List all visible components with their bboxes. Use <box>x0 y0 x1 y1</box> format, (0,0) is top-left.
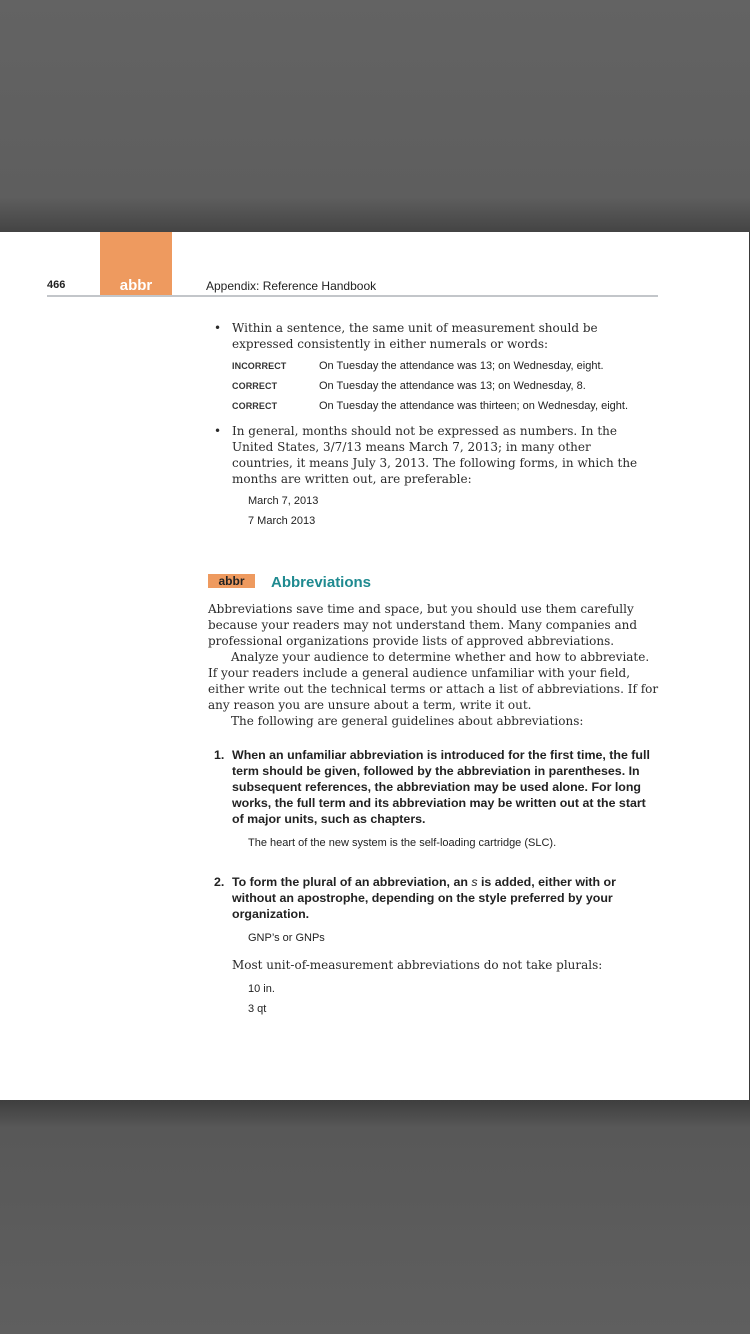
example-row <box>232 400 662 416</box>
bullet-text: In general, months should not be expressed as numbers. In the United States, 3/7/13 means March 7, 2013; in many other countries, it means July 3, 2013. The following forms, in which the months are written out, are preferable: <box>232 424 638 486</box>
section-label: abbr <box>208 574 255 588</box>
book-page <box>0 232 749 1100</box>
example-tag: CORRECT <box>232 401 278 411</box>
bullet-icon: • <box>214 424 222 438</box>
viewer-background-bottom <box>0 1100 750 1334</box>
guideline-item <box>214 747 660 827</box>
viewer-background-top <box>0 0 750 232</box>
example-text: On Tuesday the attendance was thirteen; on Wednesday, eight. <box>319 400 629 412</box>
guideline-text-part: is added, either with or without an apostrophe, depending on the style preferred by your organization. <box>232 875 616 921</box>
example-text: On Tuesday the attendance was 13; on Wednesday, 8. <box>319 380 586 392</box>
example-row <box>232 380 662 396</box>
paragraph: Analyze your audience to determine whether and how to abbreviate. If your readers include a general audience unfamiliar with your field, either write out the technical terms or attach a list of abbreviations. If for any reason you are unsure about a term, write it out. <box>208 650 659 712</box>
unit-example: 3 qt <box>248 1003 267 1015</box>
date-example: 7 March 2013 <box>248 515 316 527</box>
date-example: March 7, 2013 <box>248 495 319 507</box>
guideline-item <box>214 874 660 922</box>
paragraph: Abbreviations save time and space, but you should use them carefully because your readers may not understand them. Many companies and professional organizations provide lists of approved abbreviations. <box>208 602 638 648</box>
example-tag: CORRECT <box>232 381 278 391</box>
page-number: 466 <box>47 279 66 291</box>
guideline-text: When an unfamiliar abbreviation is introduced for the first time, the full term should be given, followed by the abbreviation in parentheses. In subsequent references, the abbreviation may be used alone. For long works, the full term and its abbreviation may be written out at the start of major units, such as chapters. <box>232 748 650 826</box>
guideline-text-part: To form the plural of an abbreviation, an <box>232 875 472 889</box>
example-tag: INCORRECT <box>232 361 287 371</box>
running-head: Appendix: Reference Handbook <box>206 279 377 293</box>
guideline-example: GNP’s or GNPs <box>248 932 325 944</box>
bullet-item <box>214 320 654 352</box>
example-text: On Tuesday the attendance was 13; on Wednesday, eight. <box>319 360 604 372</box>
section-title: Abbreviations <box>271 574 372 591</box>
guideline-number: 1. <box>214 748 225 762</box>
guideline-example: The heart of the new system is the self-loading cartridge (SLC). <box>248 837 557 849</box>
section-tab-label: abbr <box>119 277 153 294</box>
guideline-text <box>232 874 660 922</box>
paragraph: The following are general guidelines about abbreviations: <box>231 714 584 728</box>
guideline-note: Most unit-of-measurement abbreviations do not take plurals: <box>232 958 603 972</box>
bullet-icon: • <box>214 321 222 335</box>
unit-example: 10 in. <box>248 983 275 995</box>
section-tab <box>100 232 172 295</box>
bullet-text: Within a sentence, the same unit of measurement should be expressed consistently in either numerals or words: <box>232 321 598 351</box>
section-body <box>208 601 660 729</box>
header-rule <box>47 295 658 297</box>
guideline-number: 2. <box>214 875 225 889</box>
example-row <box>232 360 662 376</box>
bullet-item <box>214 423 654 487</box>
guideline-text-italic: s <box>471 875 478 889</box>
